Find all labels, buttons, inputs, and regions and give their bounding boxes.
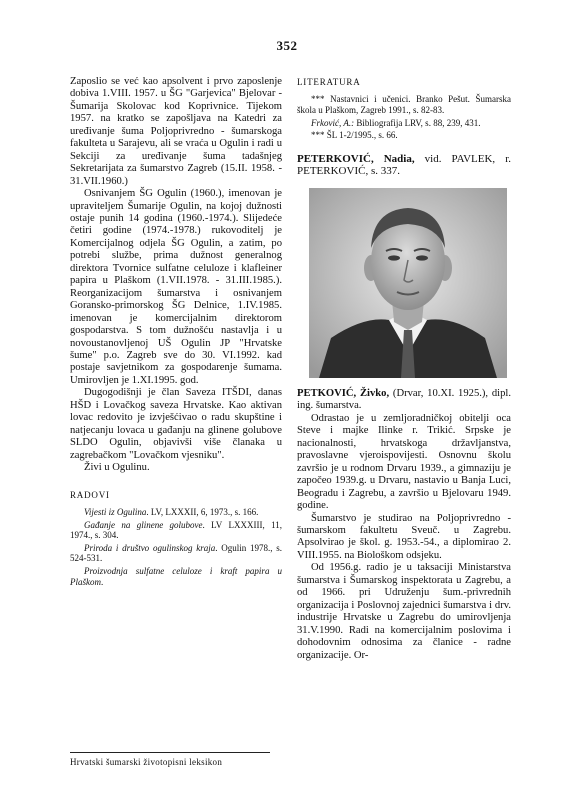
portrait-photo: [309, 188, 507, 378]
left-column: [70, 76, 282, 589]
biography-paragraph: Odrastao je u zemljoradničkoj obitelji oca Steve i majke Ilinke r. Trikić. Srpske je nacionalnosti, hrvatskoga državljanstva, pravoslavne vjeroispovijesti. Osnovnu školu završio je u rodnom Drvaru 1939., a gimnaziju je započeo 1939.g. u Drvaru, nastavio u Banja Luci, Beogradu i Zagrebu, a završio u Bjelovaru 1949. godine.: [297, 412, 511, 512]
literatura-item: [297, 118, 511, 129]
radovi-details: . Ogulin 1978., s. 524-531.: [70, 542, 282, 564]
footer-text: Hrvatski šumarski životopisni leksikon: [70, 757, 223, 767]
literatura-item: [297, 130, 511, 141]
radovi-item: [70, 507, 282, 518]
literatura-author: Frković, A.:: [311, 117, 355, 128]
radovi-details: . LV, LXXXII, 6, 1973., s. 166.: [146, 506, 259, 517]
biography-paragraph: Dugogodišnji je član Saveza ITŠDI, danas HŠD i Lovačkog saveza Hrvatske. Kao aktivan lovac redovito je izvješćivao o radu skupštine i natjecanju lovaca u gađanju na glinene golubove SLDO Ogulin, objavivši više članaka u zagrebačkom "Lovačkom vjesniku".: [70, 387, 282, 461]
literatura-heading: LITERATURA: [297, 77, 361, 87]
literatura-item: [297, 94, 511, 115]
portrait-image: [309, 188, 507, 378]
radovi-title: Gađanje na glinene golubove: [84, 519, 203, 530]
radovi-details: . LV LXXXIII, 11, 1974., s. 304.: [70, 519, 282, 541]
biography-paragraph: Od 1956.g. radio je u taksaciji Ministarstva šumarstva i Šumarskog inspektorata u Zagrebu, a od 1966. pri Udruženju šum.-privrednih organizacija i Poslovnoj zajednici šumarstva i drv. industrije Hrvatske u Zagrebu do umirovljenja 31.V.1990. Radi na komercijalnim poslovima i dohodovnim odnosima za članice - radne organizacije. Or-: [297, 562, 511, 661]
biography-paragraph: Šumarstvo je studirao na Poljoprivredno - šumarskom fakultetu Sveuč. u Zagrebu. Apsolvirao je škol. g. 1953.-54., a diplomirao 2. VIII.1955. na Biološkom odsjeku.: [297, 512, 511, 561]
literatura-details: ŠL 1-2/1995., s. 66.: [326, 130, 398, 141]
cross-reference-entry: [297, 153, 511, 178]
cross-reference-text: vid. PAVLEK, r. PETERKOVIĆ, s. 337.: [297, 152, 512, 178]
literatura-details: Nastavnici i učenici. Branko Pešut. Šumarska škola u Plaškom, Zagreb 1991., s. 82-83.: [297, 94, 512, 116]
biography-entry-intro: [297, 388, 511, 413]
entry-intro-text: (Drvar, 10.XI. 1925.), dipl. ing. šumarstva.: [297, 388, 511, 412]
cross-reference-name: PETERKOVIĆ, Nadia,: [297, 152, 415, 165]
biography-paragraph: Zaposlio se već kao apsolvent i prvo zaposlenje dobiva 1.VIII. 1957. u ŠG "Garjevica" Bjelovar - Šumarija Skolovac kod Koprivnice. Tijekom 1957. na kratko se zapošljava na Katedri za uređivanje šuma Poljoprivredno - šumarskoga fakulteta u Sarajevu, ali se vraća u Ogulin i radi u Sekciji za uređivanje šuma tadašnjeg Sekretarijata za šumarstvo Zagreb (15.II. 1958. - 31.VII.1960.): [70, 76, 282, 187]
literatura-details: Bibliografija LRV, s. 88, 239, 431.: [354, 117, 481, 128]
biography-paragraph: Osnivanjem ŠG Ogulin (1960.), imenovan je upraviteljem Šumarije Ogulin, na kojoj dužnosti ostaje punih 14 godina (1960.-1974.). Slijedeće četiri godine (1974.-1978.) rukovoditelj je Komercijalnog odjela ŠG Ogulin, a zatim, po potrebi službe, prima dužnost generalnog direktora Tvornice sulfatne celuloze i klafleiner papira u Plaškom (1.VII.1978. - 31.III.1985.). Reorganizacijom šumarstva i osnivanjem Goransko-primorskog ŠG Delnice, 1.IV.1985. imenovan je komercijalnim direktorom gospodarstva. S tom dužnošću nastavlja i u novoustanovljenoj UŠ Ogulin JP "Hrvatske šume" p.o. Zagreb sve do 30. VI.1992. kad postaje savjetnikom za gospodarenje šumama. Umirovljen je 1.XI.1995. god.: [70, 188, 282, 386]
radovi-title: Vijesti iz Ogulina: [84, 506, 147, 517]
radovi-title: Priroda i društvo ogulinskog kraja: [84, 542, 216, 553]
footer-divider: [70, 752, 270, 753]
literatura-prefix: ***: [311, 130, 327, 141]
radovi-item: [70, 543, 282, 564]
right-column: [297, 76, 511, 662]
radovi-item: [70, 520, 282, 541]
radovi-details: .: [101, 576, 104, 587]
radovi-item: [70, 566, 282, 587]
entry-name: PETKOVIĆ, Živko,: [297, 388, 390, 400]
page-number: 352: [276, 38, 298, 53]
literatura-prefix: ***: [311, 94, 331, 105]
radovi-heading: RADOVI: [70, 489, 110, 500]
biography-paragraph: Živi u Ogulinu.: [84, 462, 150, 474]
radovi-title: Proizvodnja sulfatne celuloze i kraft papira u Plaškom: [70, 565, 282, 587]
